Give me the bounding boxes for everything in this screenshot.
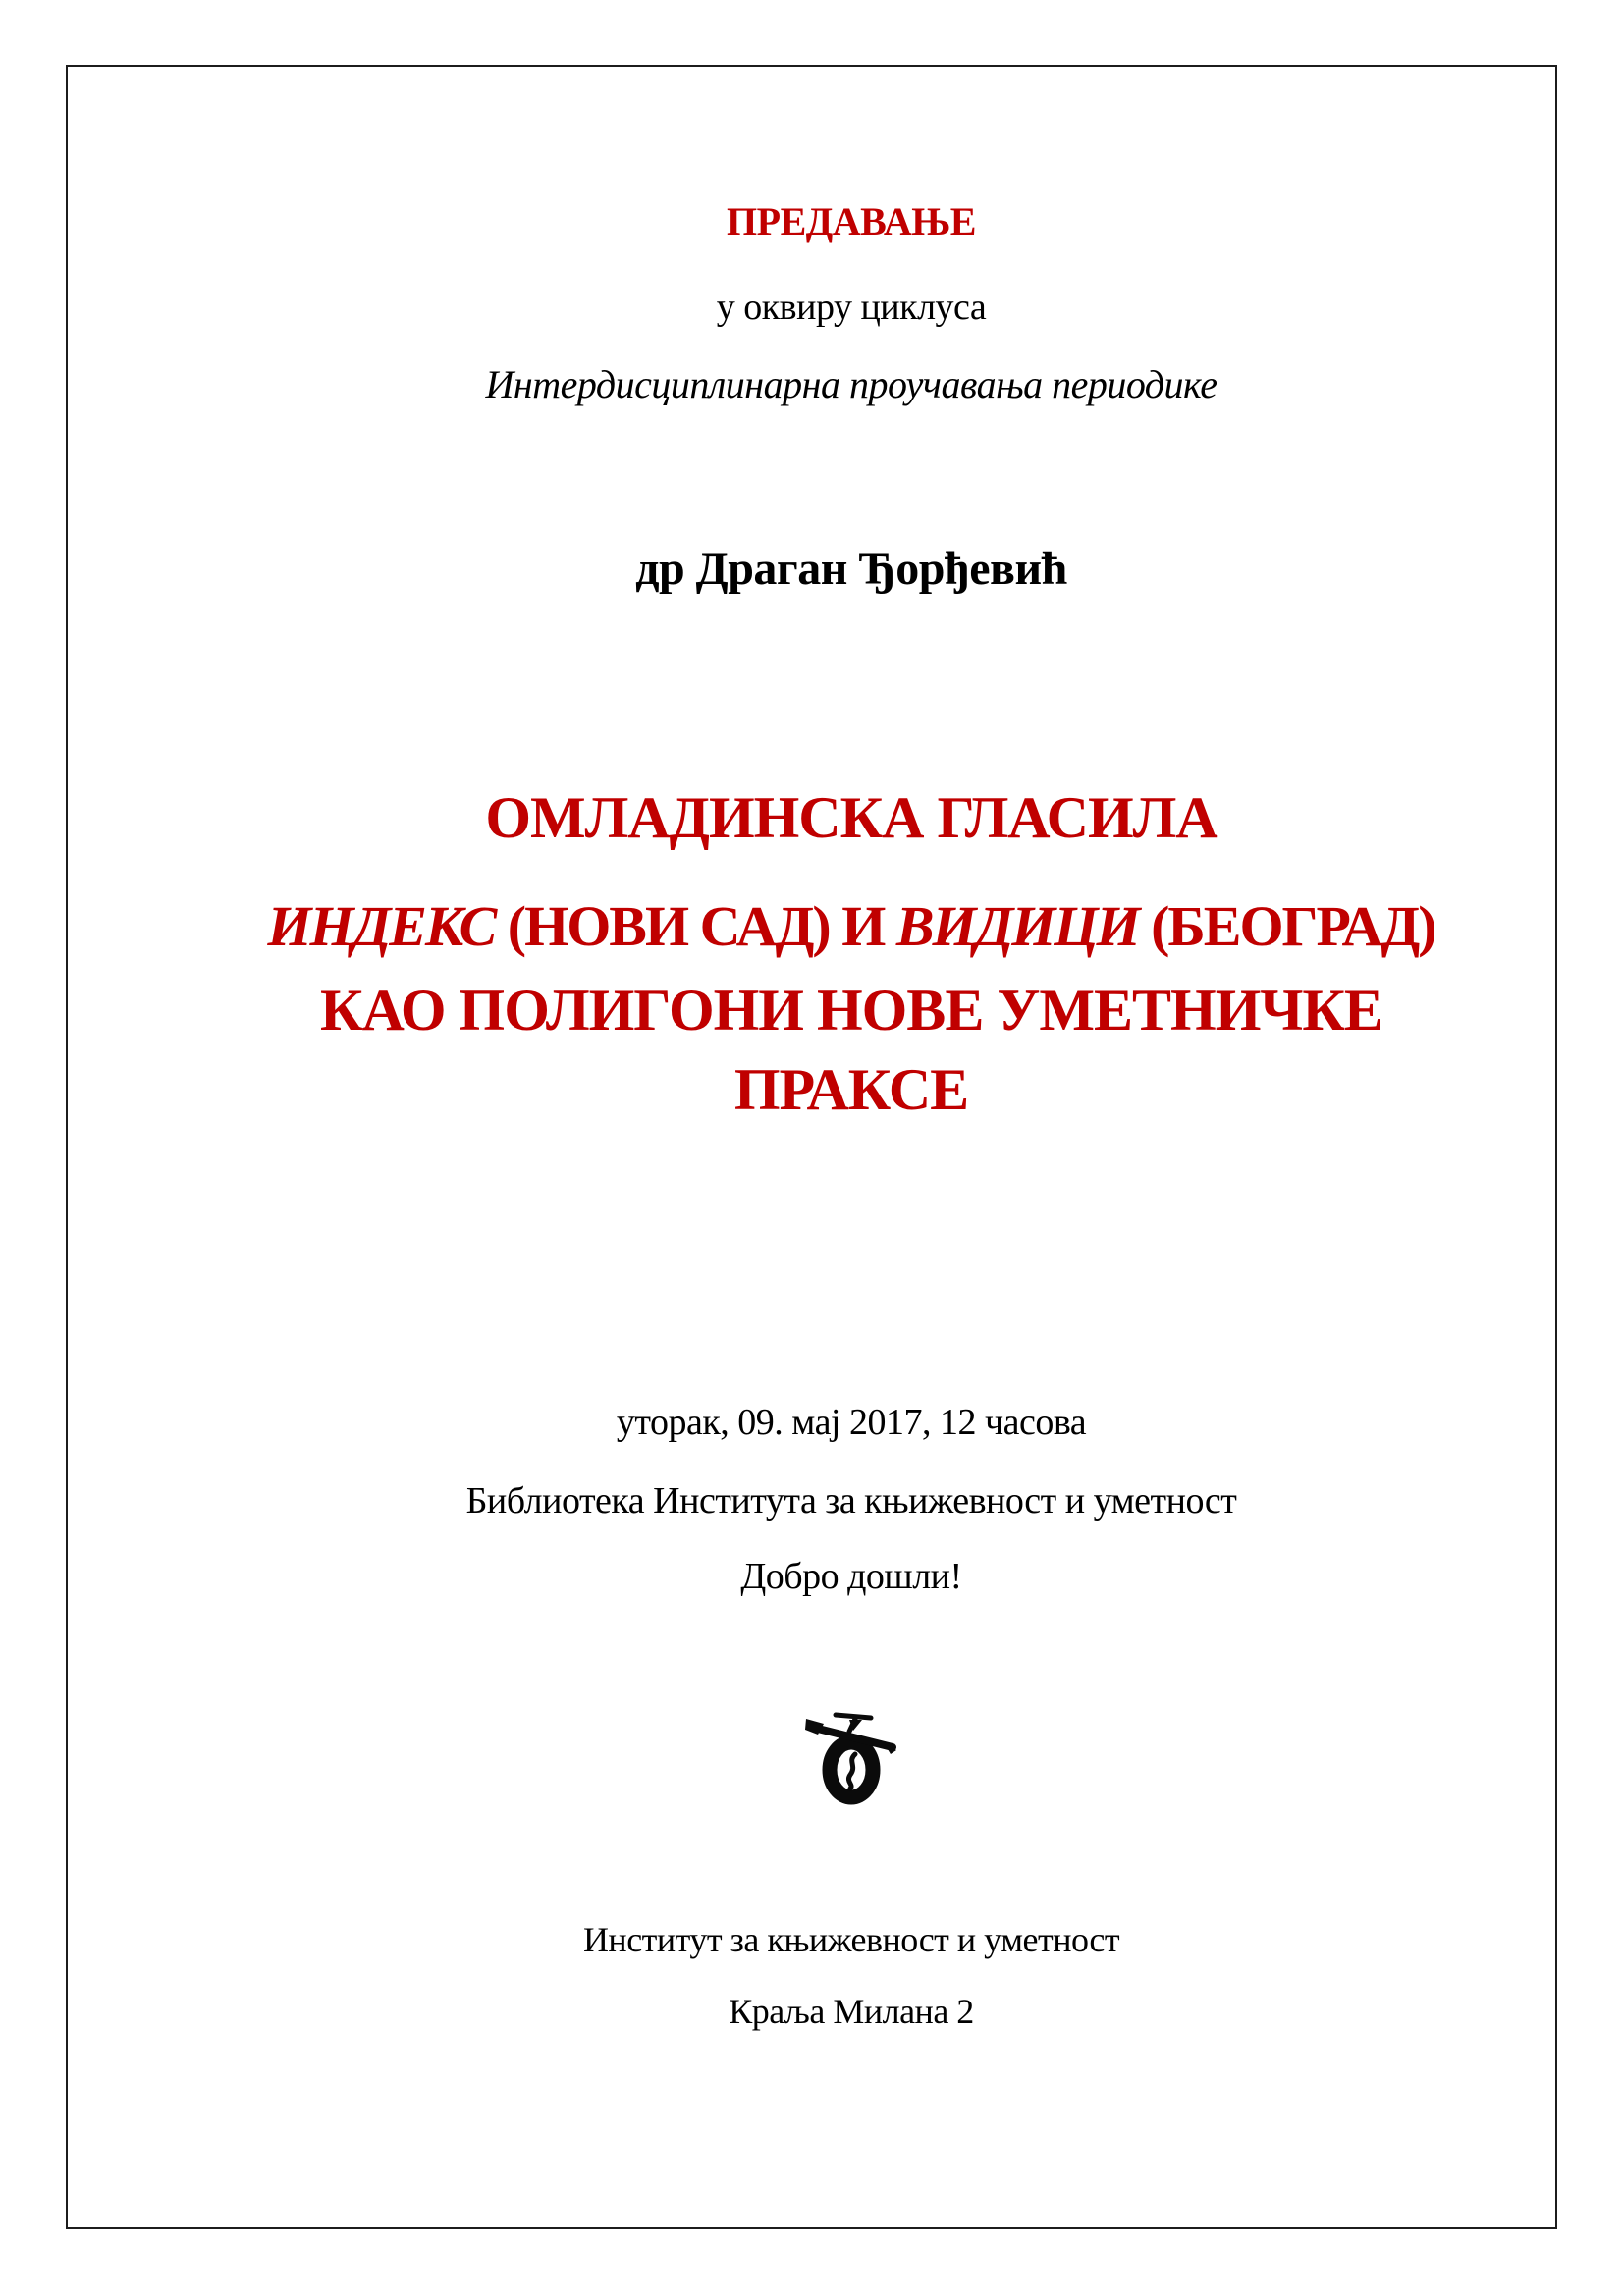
footer-institute-name: Институт за књижевност и уметност	[582, 1920, 1120, 1959]
journal-name-indeks: ИНДЕКС	[267, 894, 496, 958]
welcome-text: Добро дошли!	[740, 1556, 962, 1597]
lecture-title-line2	[145, 893, 1557, 959]
institute-logo	[145, 1705, 1557, 1809]
series-intro-text: у оквиру циклуса	[716, 287, 987, 328]
lecture-title-line1: ОМЛАДИНСКА ГЛАСИЛА	[485, 785, 1217, 850]
lecture-kicker: ПРЕДАВАЊЕ	[727, 199, 976, 243]
lecture-title-line4: ПРАКСЕ	[733, 1057, 969, 1122]
lecture-title-line3: КАО ПОЛИГОНИ НОВЕ УМЕТНИЧКЕ	[320, 978, 1382, 1042]
speaker-name: др Драган Ђорђевић	[635, 543, 1067, 595]
journal-name-vidici: ВИДИЦИ	[895, 894, 1139, 958]
footer-address: Краља Милана 2	[729, 1992, 974, 2031]
event-datetime: уторак, 09. мај 2017, 12 часова	[616, 1402, 1087, 1443]
institute-emblem-icon	[804, 1705, 898, 1809]
title-line2-middle: (НОВИ САД) И	[495, 894, 896, 958]
title-line2-end: (БЕОГРАД)	[1138, 894, 1435, 958]
event-venue: Библиотека Института за књижевност и уметност	[465, 1480, 1237, 1522]
series-title: Интердисциплинарна проучавања периодике	[485, 362, 1217, 406]
